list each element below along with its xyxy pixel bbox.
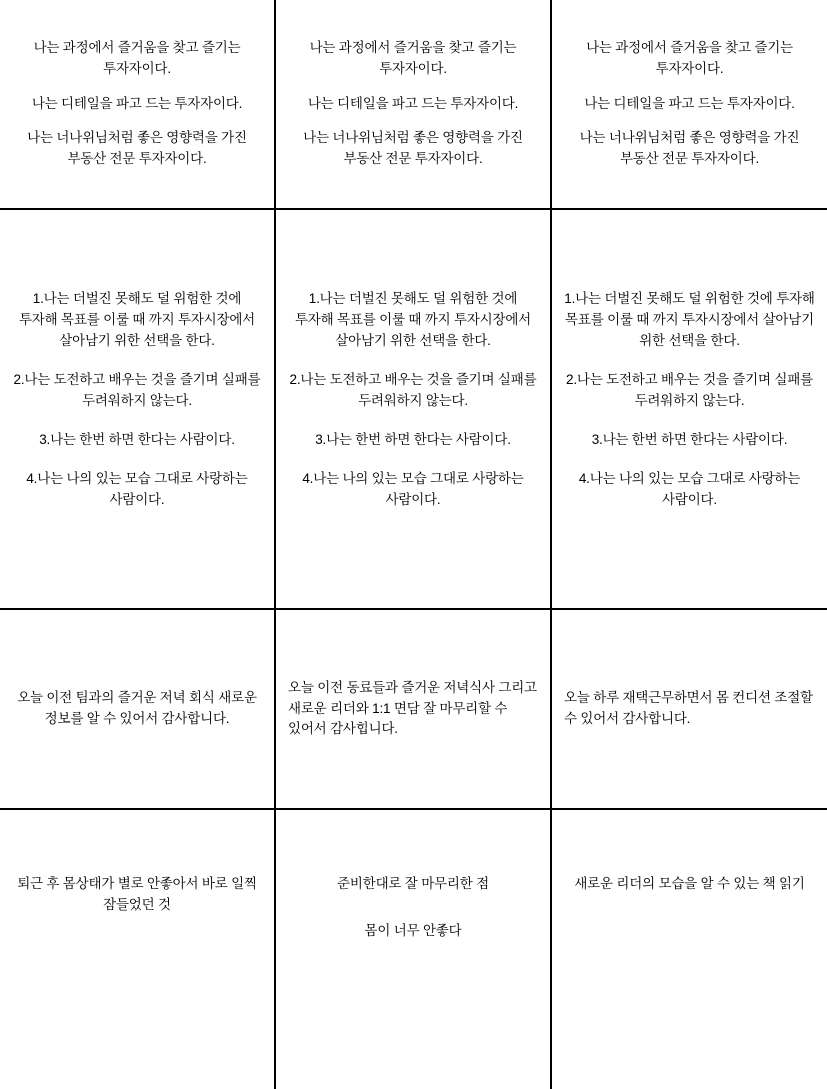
- cell-r4c3[interactable]: [552, 810, 827, 1089]
- cell-r3c2[interactable]: [276, 610, 552, 808]
- cell-text-line: 나는 너나위님처럼 좋은 영향력을 가진 부동산 전문 투자자이다.: [303, 130, 523, 167]
- cell-r1c2[interactable]: [276, 0, 552, 208]
- cell-text-line: 1.나는 더벌진 못해도 덜 위험한 것에 투자해 목표를 이룰 때 까지 투자시장에서 살아남기 위한 선택을 한다.: [294, 291, 532, 349]
- grid-row: [0, 0, 827, 210]
- cell-text-line: 오늘 이전 팀과의 즐거운 저녁 회식 새로운 정보를 알 수 있어서 감사합니다.: [17, 690, 257, 726]
- cell-r4c2[interactable]: [276, 810, 552, 1089]
- cell-text-line: 나는 과정에서 즐거움을 찾고 즐기는 투자자이다.: [309, 39, 517, 76]
- cell-r3c3[interactable]: [552, 610, 827, 808]
- cell-text-line: 2.나는 도전하고 배우는 것을 즐기며 실패를 두려워하지 않는다.: [289, 372, 537, 408]
- cell-text-line: 1.나는 더벌진 못해도 덜 위험한 것에 투자해 목표를 이룰 때 까지 투자시장에서 살아남기 위한 선택을 한다.: [564, 291, 815, 349]
- cell-r4c1[interactable]: [0, 810, 276, 1089]
- cell-text-line: 4.나는 나의 있는 모습 그대로 사랑하는 사람이다.: [578, 470, 801, 507]
- cell-text-line: 나는 너나위님처럼 좋은 영향력을 가진 부동산 전문 투자자이다.: [27, 130, 247, 167]
- cell-text-line: 새로운 리더의 모습을 알 수 있는 책 읽기: [574, 876, 805, 891]
- cell-text-line: 나는 과정에서 즐거움을 찾고 즐기는 투자자이다.: [586, 39, 793, 76]
- cell-text-line: 3.나는 한번 하면 한다는 사람이다.: [315, 431, 511, 447]
- cell-text-line: 나는 디테일을 파고 드는 투자자이다.: [307, 95, 519, 111]
- cell-r2c1[interactable]: [0, 210, 276, 608]
- grid-row: [0, 610, 827, 810]
- cell-text-line: 퇴근 후 몸상태가 별로 안좋아서 바로 일찍 잠들었던 것: [17, 876, 257, 912]
- cell-text-line: 나는 디테일을 파고 드는 투자자이다.: [31, 95, 243, 111]
- cell-r2c2[interactable]: [276, 210, 552, 608]
- cell-text-line: 준비한대로 잘 마무리한 점: [337, 876, 489, 891]
- cell-text-line: 4.나는 나의 있는 모습 그대로 사랑하는 사람이다.: [302, 470, 524, 507]
- cell-text-line: 4.나는 나의 있는 모습 그대로 사랑하는 사람이다.: [26, 470, 248, 507]
- cell-text-line: 오늘 하루 재택근무하면서 몸 컨디션 조절할 수 있어서 감사합니다.: [564, 690, 813, 726]
- cell-r3c1[interactable]: [0, 610, 276, 808]
- cell-text-line: 3.나는 한번 하면 한다는 사람이다.: [39, 431, 235, 447]
- cell-r2c3[interactable]: [552, 210, 827, 608]
- cell-text-line: 몸이 너무 안좋다: [364, 922, 462, 938]
- cell-text-line: 2.나는 도전하고 배우는 것을 즐기며 실패를 두려워하지 않는다.: [13, 372, 261, 408]
- cell-text-line: 나는 디테일을 파고 드는 투자자이다.: [584, 95, 795, 111]
- cell-text-line: 나는 너나위님처럼 좋은 영향력을 가진 부동산 전문 투자자이다.: [579, 130, 800, 167]
- cell-text-line: 오늘 이전 동료들과 즐거운 저녁식사 그리고 새로운 리더와 1:1 면담 잘 마무리할 수 있어서 감사힙니다.: [288, 679, 537, 737]
- cell-text-line: 1.나는 더벌진 못해도 덜 위험한 것에 투자해 목표를 이룰 때 까지 투자시장에서 살아남기 위한 선택을 한다.: [18, 291, 256, 349]
- cell-r1c3[interactable]: [552, 0, 827, 208]
- grid-row: [0, 810, 827, 1089]
- cell-text-line: 2.나는 도전하고 배우는 것을 즐기며 실패를 두려워하지 않는다.: [566, 372, 813, 408]
- cell-text-line: 나는 과정에서 즐거움을 찾고 즐기는 투자자이다.: [33, 39, 241, 76]
- cell-r1c1[interactable]: [0, 0, 276, 208]
- grid-row: [0, 210, 827, 610]
- cell-text-line: 3.나는 한번 하면 한다는 사람이다.: [591, 431, 788, 447]
